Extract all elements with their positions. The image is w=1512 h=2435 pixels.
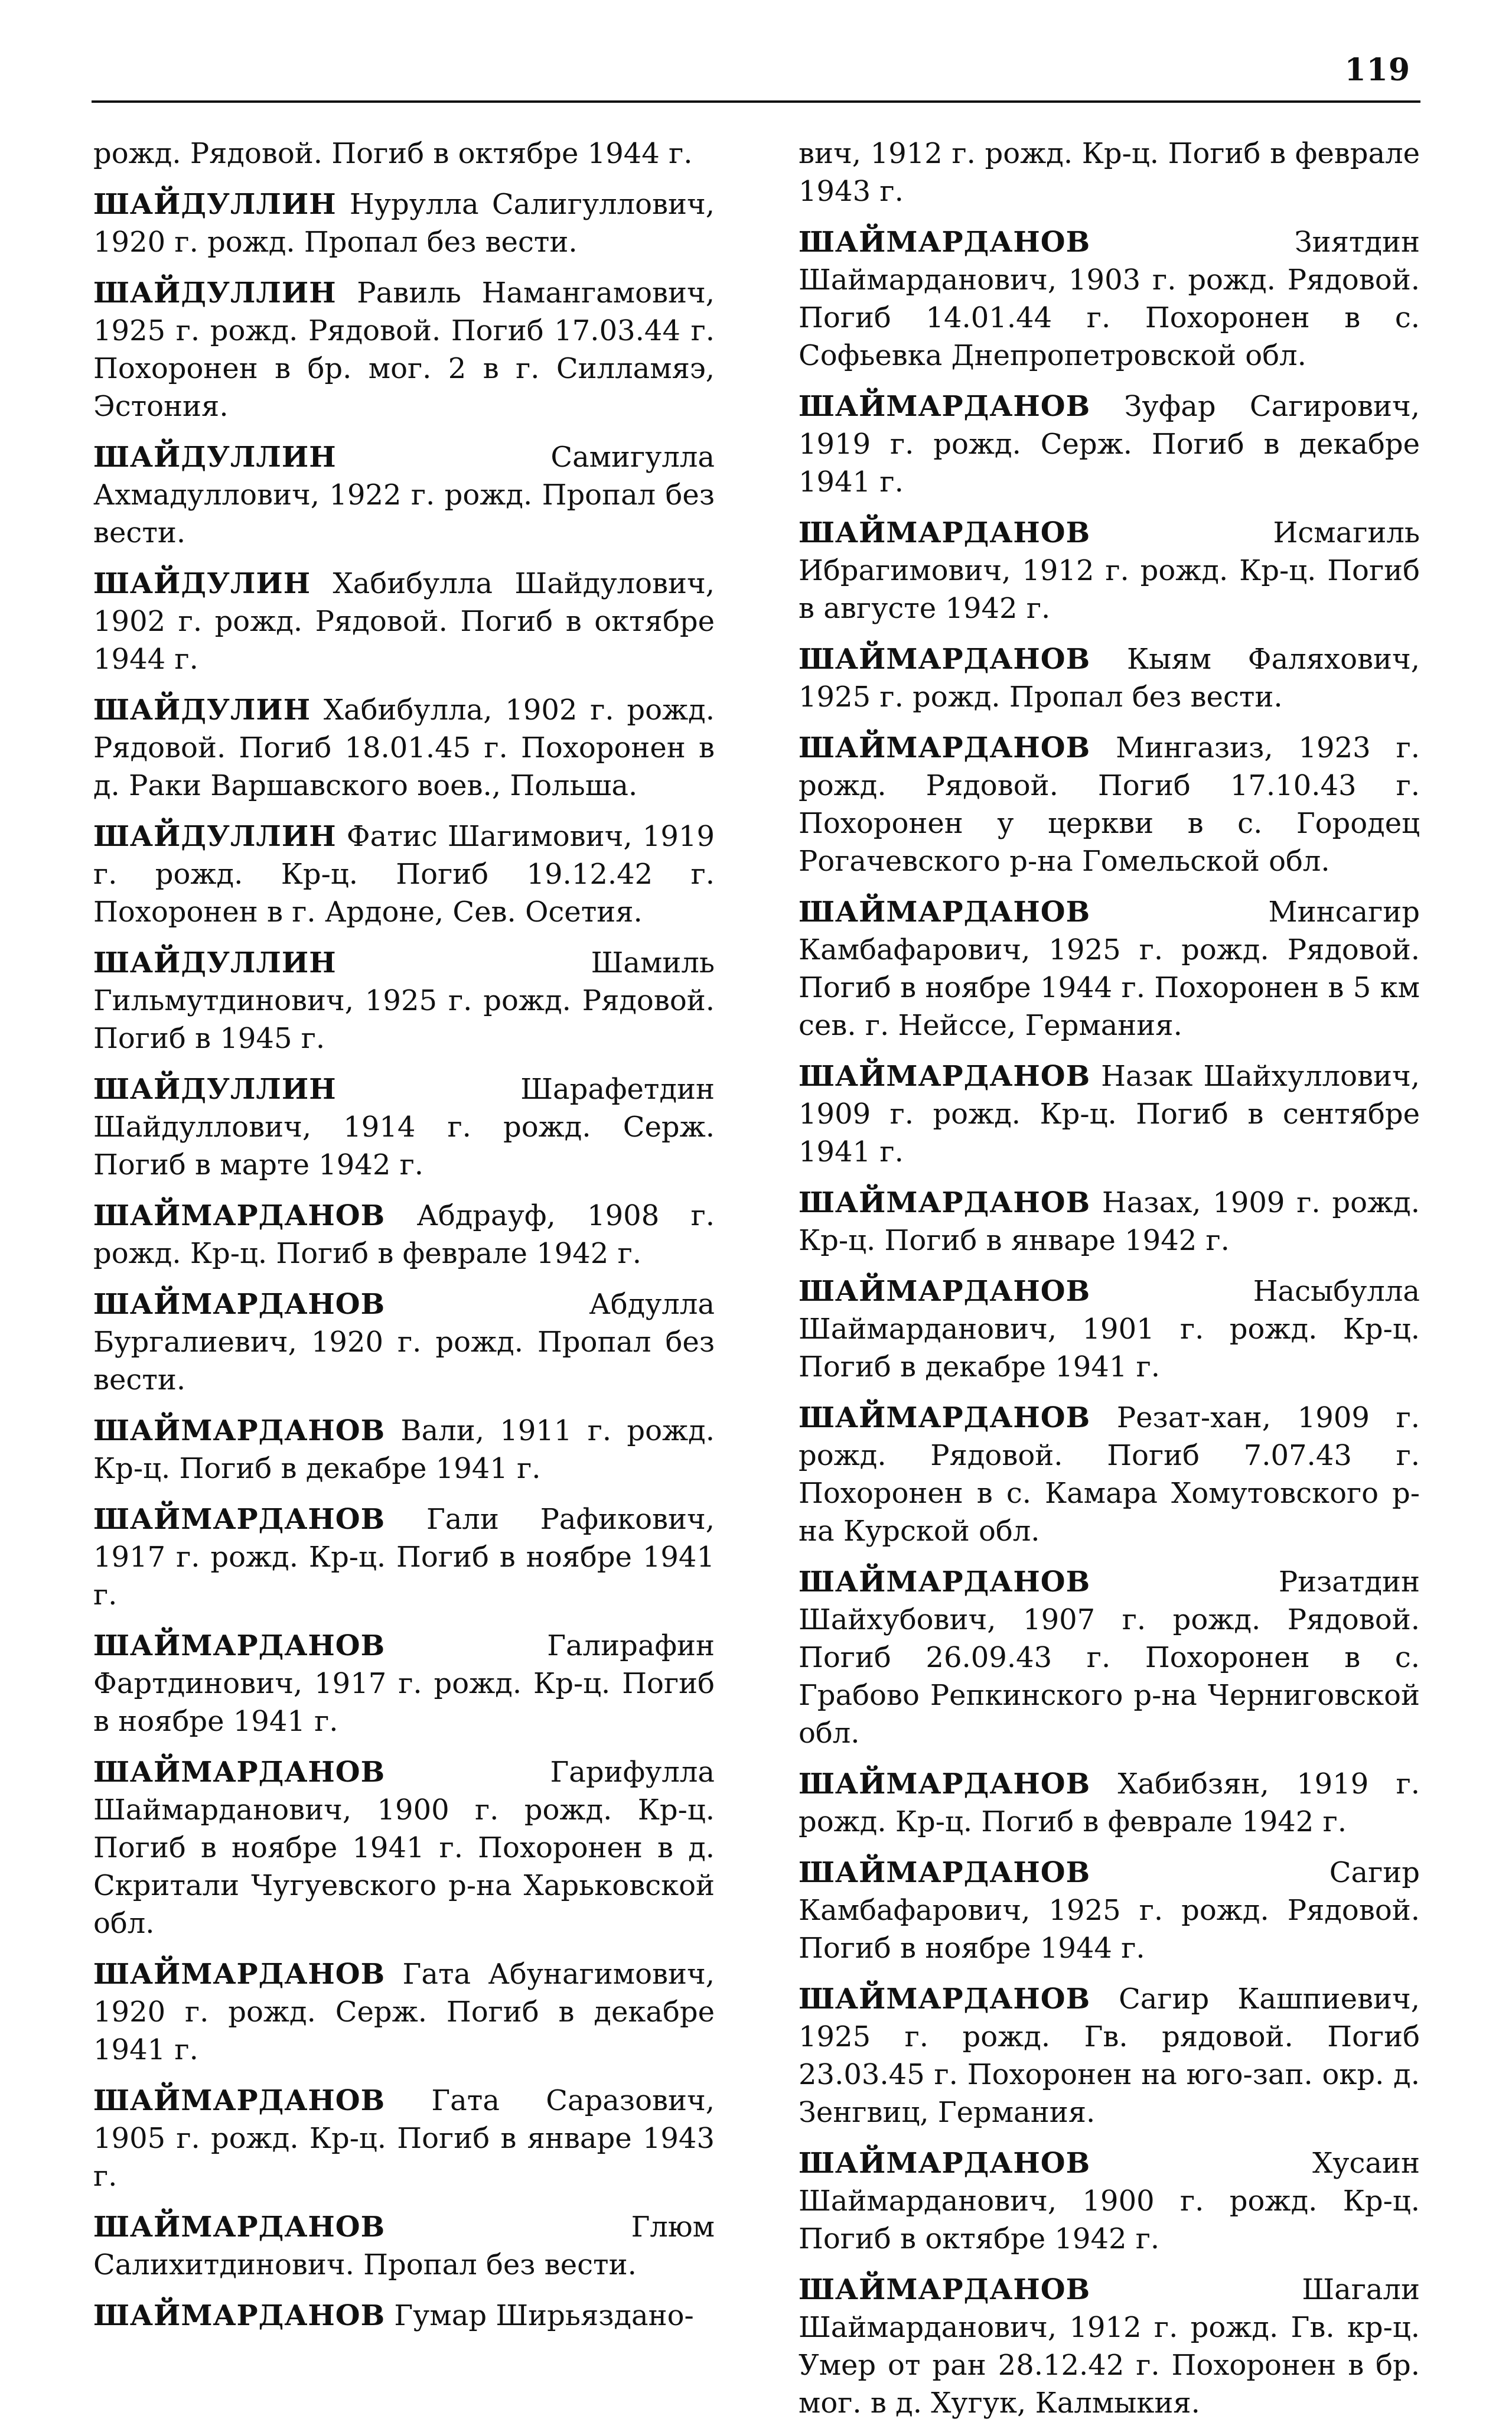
entry-text: Гумар Ширьяздано- — [385, 2299, 694, 2332]
entry — [799, 1184, 1420, 1259]
entry — [799, 729, 1420, 880]
entry-text: Фатис Шагимович, 1919 г. рожд. Кр-ц. Погиб 19.12.42 г. Похоронен в г. Ардоне, Сев. Осетия. — [93, 820, 715, 929]
entry-surname: ШАЙМАРДАНОВ — [93, 1503, 386, 1536]
entry-text: Насыбулла Шаймарданович, 1901 г. рожд. Кр-ц. Погиб в декабре 1941 г. — [799, 1275, 1420, 1383]
entry-surname: ШАЙМАРДАНОВ — [799, 1982, 1091, 2016]
entry — [93, 2082, 715, 2195]
entry-text: Шарафетдин Шайдуллович, 1914 г. рожд. Серж. Погиб в марте 1942 г. — [93, 1073, 715, 1181]
entry-text: Зуфар Сагирович, 1919 г. рожд. Серж. Погиб в декабре 1941 г. — [799, 390, 1420, 499]
entry — [93, 1412, 715, 1487]
entry-surname: ШАЙМАРДАНОВ — [799, 1856, 1091, 1889]
entry-surname: ШАЙМАРДАНОВ — [799, 643, 1091, 676]
entry-text: Зиятдин Шаймарданович, 1903 г. рожд. Рядовой. Погиб 14.01.44 г. Похоронен в с. Софьевка Днепропетровской обл. — [799, 226, 1420, 372]
entry-surname: ШАЙМАРДАНОВ — [93, 1414, 386, 1447]
entry-surname: ШАЙМАРДАНОВ — [799, 226, 1091, 259]
entry-surname: ШАЙМАРДАНОВ — [799, 1186, 1091, 1219]
entry-surname: ШАЙДУЛЛИН — [93, 820, 337, 853]
entry-surname: ШАЙМАРДАНОВ — [93, 2299, 386, 2332]
entry-text: Кыям Фаляхович, 1925 г. рожд. Пропал без вести. — [799, 643, 1420, 714]
entry — [799, 2271, 1420, 2422]
entry-text: Гали Рафикович, 1917 г. рожд. Кр-ц. Погиб в ноябре 1941 г. — [93, 1503, 715, 1612]
entry-text: Абдулла Бургалиевич, 1920 г. рожд. Пропал без вести. — [93, 1288, 715, 1396]
entry-text: Минсагир Камбафарович, 1925 г. рожд. Рядовой. Погиб в ноябре 1944 г. Похоронен в 5 км сев. г. Нейссе, Германия. — [799, 896, 1420, 1042]
entry — [799, 1765, 1420, 1841]
entry-text: Хабибзян, 1919 г. рожд. Кр-ц. Погиб в феврале 1942 г. — [799, 1767, 1420, 1838]
left-column — [93, 135, 715, 2348]
entry-surname: ШАЙМАРДАНОВ — [93, 2084, 386, 2117]
entry-surname: ШАЙМАРДАНОВ — [799, 2147, 1091, 2180]
entry — [799, 135, 1420, 210]
entry-surname: ШАЙДУЛИН — [93, 567, 311, 600]
page-number: 119 — [1344, 52, 1410, 88]
entry — [93, 438, 715, 552]
entry-text: Хусаин Шаймарданович, 1900 г. рожд. Кр-ц. Погиб в октябре 1942 г. — [799, 2147, 1420, 2255]
entry — [93, 1285, 715, 1399]
entry — [799, 1854, 1420, 1967]
entry-text: рожд. Рядовой. Погиб в октябре 1944 г. — [93, 137, 693, 170]
entry — [93, 565, 715, 678]
entry-text: Резат-хан, 1909 г. рожд. Рядовой. Погиб 7.07.43 г. Похоронен в с. Камара Хомутовского р-на Курской обл. — [799, 1401, 1420, 1548]
entry-surname: ШАЙМАРДАНОВ — [799, 1275, 1091, 1308]
entry-surname: ШАЙМАРДАНОВ — [799, 2273, 1091, 2306]
entry-surname: ШАЙМАРДАНОВ — [93, 1958, 386, 1991]
entry — [799, 514, 1420, 627]
entry-text: Мингазиз, 1923 г. рожд. Рядовой. Погиб 17.10.43 г. Похоронен у церкви в с. Городец Рогачевского р-на Гомельской обл. — [799, 731, 1420, 878]
entry-surname: ШАЙДУЛЛИН — [93, 441, 337, 474]
entry — [799, 2144, 1420, 2258]
entry-text: Глюм Салихитдинович. Пропал без вести. — [93, 2211, 715, 2281]
entry — [93, 818, 715, 931]
right-column — [799, 135, 1420, 2435]
entry — [799, 1980, 1420, 2131]
entry — [799, 223, 1420, 375]
entry — [799, 1057, 1420, 1171]
entry — [93, 1753, 715, 1942]
entry — [799, 640, 1420, 716]
entry-text: Назах, 1909 г. рожд. Кр-ц. Погиб в январе 1942 г. — [799, 1186, 1420, 1257]
entry-text: Ризатдин Шайхубович, 1907 г. рожд. Рядовой. Погиб 26.09.43 г. Похоронен в с. Грабово Репкинского р-на Черниговской обл. — [799, 1565, 1420, 1750]
entry — [93, 691, 715, 805]
entry-text: Гарифулла Шаймарданович, 1900 г. рожд. Кр-ц. Погиб в ноябре 1941 г. Похоронен в д. Скритали Чугуевского р-на Харьковской обл. — [93, 1756, 715, 1940]
entry-text: Вали, 1911 г. рожд. Кр-ц. Погиб в декабре 1941 г. — [93, 1414, 715, 1485]
entry — [93, 1197, 715, 1272]
entry-surname: ШАЙМАРДАНОВ — [799, 516, 1091, 549]
entry-surname: ШАЙМАРДАНОВ — [799, 1767, 1091, 1801]
entry — [799, 1399, 1420, 1550]
entry — [93, 1070, 715, 1184]
header-rule — [92, 100, 1420, 103]
entry-text: Хабибулла Шайдулович, 1902 г. рожд. Рядовой. Погиб в октябре 1944 г. — [93, 567, 715, 676]
entry-surname: ШАЙМАРДАНОВ — [799, 896, 1091, 929]
entry — [93, 1500, 715, 1614]
entry — [93, 1627, 715, 1740]
entry-text: Сагир Кашпиевич, 1925 г. рожд. Гв. рядовой. Погиб 23.03.45 г. Похоронен на юго-зап. окр. д. Зенгвиц, Германия. — [799, 1982, 1420, 2129]
entry — [93, 2297, 715, 2335]
entry-surname: ШАЙДУЛИН — [93, 694, 311, 727]
entry-text: Самигулла Ахмадуллович, 1922 г. рожд. Пропал без вести. — [93, 441, 715, 549]
entry-surname: ШАЙДУЛЛИН — [93, 188, 337, 221]
entry-surname: ШАЙМАРДАНОВ — [93, 1629, 386, 1662]
entry-surname: ШАЙМАРДАНОВ — [93, 1756, 386, 1789]
entry-text: Хабибулла, 1902 г. рожд. Рядовой. Погиб 18.01.45 г. Похоронен в д. Раки Варшавского воев., Польша. — [93, 694, 715, 802]
entry — [93, 274, 715, 425]
entry — [93, 1955, 715, 2069]
entry-surname: ШАЙМАРДАНОВ — [799, 731, 1091, 764]
entry-text: Шамиль Гильмутдинович, 1925 г. рожд. Рядовой. Погиб в 1945 г. — [93, 946, 715, 1055]
entry — [93, 944, 715, 1057]
entry-surname: ШАЙМАРДАНОВ — [93, 1288, 386, 1321]
entry-text: Гата Саразович, 1905 г. рожд. Кр-ц. Погиб в январе 1943 г. — [93, 2084, 715, 2193]
entry-surname: ШАЙДУЛЛИН — [93, 1073, 337, 1106]
entry-surname: ШАЙМАРДАНОВ — [799, 1060, 1091, 1093]
entry-text: Гата Абунагимович, 1920 г. рожд. Серж. Погиб в декабре 1941 г. — [93, 1958, 715, 2066]
entry — [93, 2208, 715, 2284]
entry-surname: ШАЙМАРДАНОВ — [93, 2211, 386, 2244]
entry-surname: ШАЙМАРДАНОВ — [799, 1401, 1091, 1434]
entry — [799, 388, 1420, 501]
entry — [93, 135, 715, 172]
entry — [799, 1563, 1420, 1752]
entry-text: вич, 1912 г. рожд. Кр-ц. Погиб в феврале 1943 г. — [799, 137, 1420, 208]
entry-surname: ШАЙМАРДАНОВ — [93, 1199, 386, 1232]
entry-text: Сагир Камбафарович, 1925 г. рожд. Рядовой. Погиб в ноябре 1944 г. — [799, 1856, 1420, 1965]
entry — [799, 893, 1420, 1044]
entry-text: Абдрауф, 1908 г. рожд. Кр-ц. Погиб в феврале 1942 г. — [93, 1199, 715, 1270]
entry-surname: ШАЙМАРДАНОВ — [799, 390, 1091, 423]
entry-text: Нурулла Салигуллович, 1920 г. рожд. Пропал без вести. — [93, 188, 715, 259]
entry-text: Исмагиль Ибрагимович, 1912 г. рожд. Кр-ц. Погиб в августе 1942 г. — [799, 516, 1420, 625]
entry-text: Назак Шайхуллович, 1909 г. рожд. Кр-ц. Погиб в сентябре 1941 г. — [799, 1060, 1420, 1168]
entry-surname: ШАЙДУЛЛИН — [93, 276, 337, 310]
entry-text: Галирафин Фартдинович, 1917 г. рожд. Кр-ц. Погиб в ноябре 1941 г. — [93, 1629, 715, 1738]
entry-surname: ШАЙДУЛЛИН — [93, 946, 337, 979]
entry-surname: ШАЙМАРДАНОВ — [799, 1565, 1091, 1599]
entry-text: Шагали Шаймарданович, 1912 г. рожд. Гв. кр-ц. Умер от ран 28.12.42 г. Похоронен в бр. мог. в д. Хугук, Калмыкия. — [799, 2273, 1420, 2420]
entry — [93, 185, 715, 261]
entry-text: Равиль Намангамович, 1925 г. рожд. Рядовой. Погиб 17.03.44 г. Похоронен в бр. мог. 2 в г. Силламяэ, Эстония. — [93, 276, 715, 423]
entry — [799, 1272, 1420, 1386]
